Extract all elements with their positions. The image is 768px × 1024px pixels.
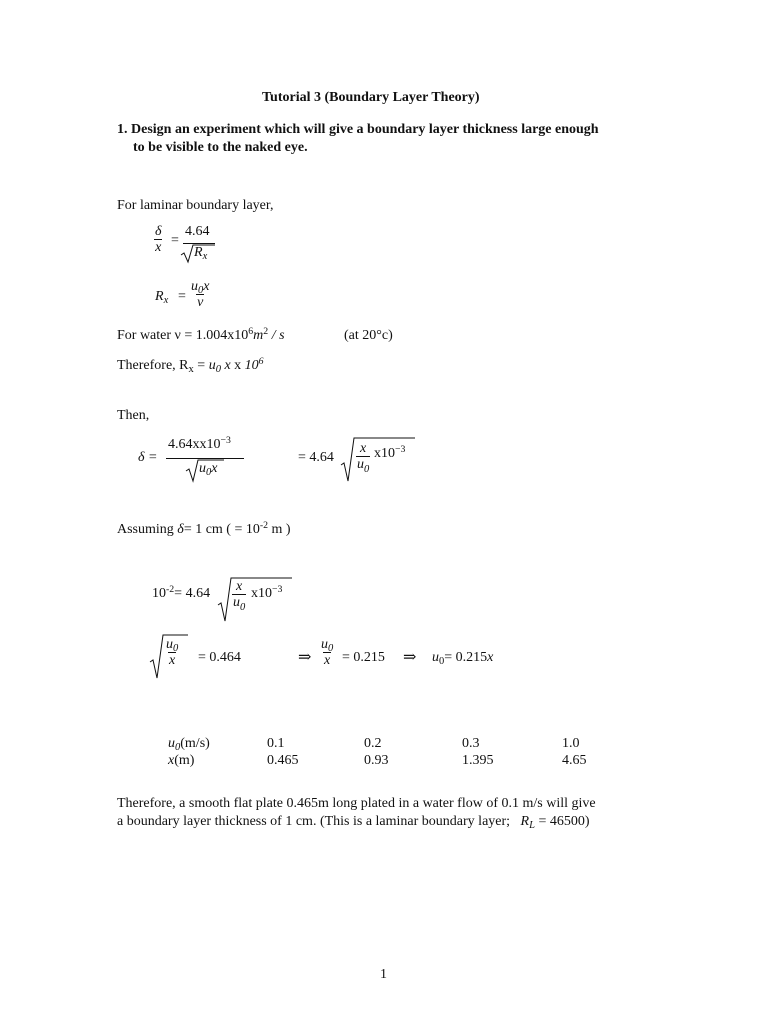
table-row-label: $u_0(m/s)$ bbox=[168, 736, 210, 754]
table-cell: 0.93 bbox=[364, 753, 389, 768]
assumption-line: Assuming δ= 1 cm ( = $10^{-2}$ m ) bbox=[117, 519, 291, 537]
eq5-arrow-2: ⇒ bbox=[403, 649, 417, 666]
conclusion-line-1: Therefore, a smooth flat plate 0.465m long plated in a water flow of 0.1 m/s will give bbox=[117, 796, 596, 811]
question-line-2: to be visible to the naked eye. bbox=[133, 140, 308, 155]
eq3-rhs-prefix: = 4.64 bbox=[298, 450, 334, 465]
table-cell: 0.1 bbox=[267, 736, 285, 751]
eq2-fraction bbox=[190, 279, 210, 311]
eq5-sqrt-fraction: $\frac{u_0}{x}$ bbox=[166, 637, 179, 669]
then-label: Then, bbox=[117, 408, 150, 423]
eq1-lhs-fraction bbox=[154, 224, 163, 256]
therefore-reynolds-line: Therefore, $R_x = u_0$ x x $10^6$ bbox=[117, 355, 264, 376]
eq1-lhs-den: x bbox=[155, 240, 162, 256]
eq4-tail: $x10^{-3}$ bbox=[251, 583, 283, 601]
eq1-rhs-den: $R_x$ bbox=[194, 245, 208, 263]
table-cell: 1.0 bbox=[562, 736, 580, 751]
water-viscosity-line: For water $\nu = 1.004x10^6m^2 / s$ bbox=[117, 325, 285, 343]
table-cell: 1.395 bbox=[462, 753, 494, 768]
laminar-intro: For laminar boundary layer, bbox=[117, 198, 274, 213]
page-title: Tutorial 3 (Boundary Layer Theory) bbox=[262, 90, 480, 105]
eq2-equals: = bbox=[178, 289, 186, 304]
page-number: 1 bbox=[380, 967, 387, 982]
eq5-value-1: = 0.464 bbox=[198, 650, 241, 665]
velocity-length-table bbox=[168, 736, 622, 770]
table-cell: 0.3 bbox=[462, 736, 480, 751]
eq5-arrow-1: ⇒ bbox=[298, 649, 312, 666]
eq1-equals: = bbox=[171, 233, 179, 248]
eq3-den: $u_0x$ bbox=[199, 461, 218, 479]
table-row bbox=[168, 753, 622, 770]
eq3-num: $4.64xx10^{-3}$ bbox=[168, 434, 231, 452]
water-temperature: (at 20°c) bbox=[344, 328, 393, 343]
table-cell: 4.65 bbox=[562, 753, 587, 768]
eq3-rhs-fraction: $\frac{x}{u_0}$ bbox=[357, 441, 370, 475]
eq3-delta: δ = bbox=[138, 450, 158, 465]
table-row-label: x(m) bbox=[168, 753, 195, 768]
eq2-den: ν bbox=[197, 295, 204, 311]
eq5-value-2: = 0.215 bbox=[342, 650, 385, 665]
table-cell: 0.2 bbox=[364, 736, 382, 751]
eq5-result: $u_0= 0.215x$ bbox=[432, 650, 494, 668]
eq2-num: $u_0x$ bbox=[191, 279, 210, 297]
question-line-1: 1. Design an experiment which will give a boundary layer thickness large enough bbox=[117, 122, 599, 137]
conclusion-line-2: a boundary layer thickness of 1 cm. (This is a laminar boundary layer; $R_L = 46500$) bbox=[117, 814, 590, 832]
table-cell: 0.465 bbox=[267, 753, 299, 768]
eq4-lhs: $10^{-2}= 4.64$ bbox=[152, 583, 211, 601]
table-row bbox=[168, 736, 622, 753]
eq1-rhs-num: 4.64 bbox=[185, 224, 210, 239]
eq5-fraction: $\frac{u_0}{x}$ bbox=[321, 637, 334, 669]
eq3-rhs-tail: $x10^{-3}$ bbox=[374, 443, 406, 461]
eq1-lhs-num: δ bbox=[155, 224, 162, 239]
eq2-lhs: $R_x$ bbox=[155, 289, 169, 307]
eq4-fraction: $\frac{x}{u_0}$ bbox=[233, 579, 246, 613]
